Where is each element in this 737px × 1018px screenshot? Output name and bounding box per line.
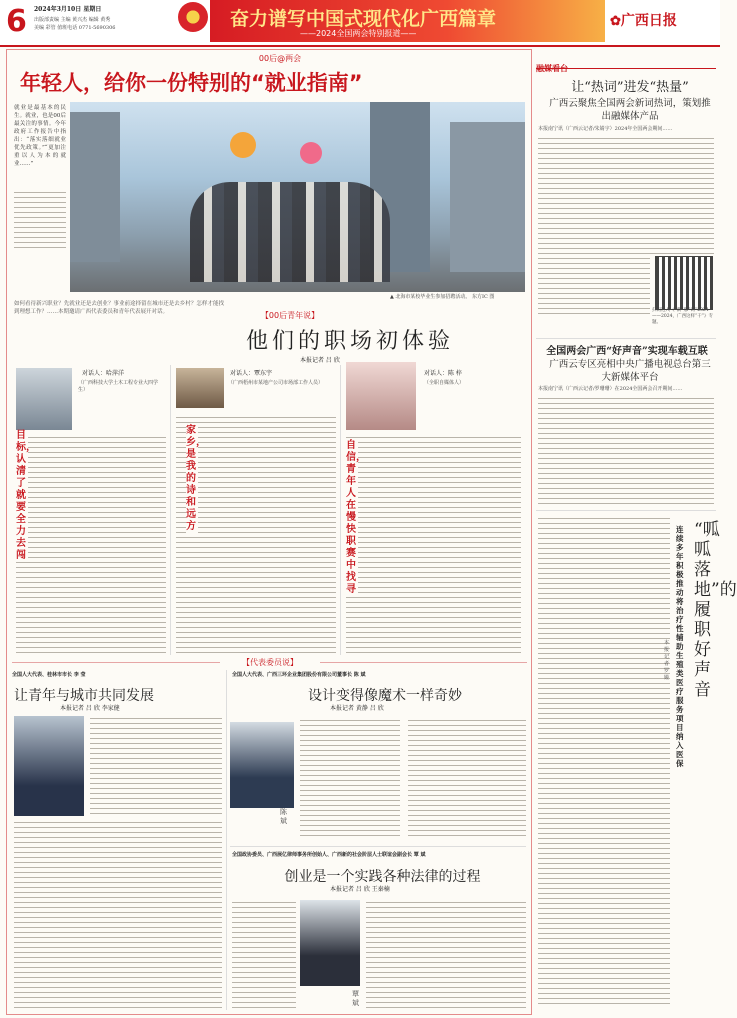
speaker-side-2: 家乡，是我的诗和远方 <box>186 425 206 532</box>
rep-byline-2: 本报记者 黄静 吕 欣 <box>330 705 384 712</box>
youth-byline: 本报记者 吕 欣 <box>300 357 340 364</box>
banner-subtitle: ——2024全国两会特别报道—— <box>300 29 417 38</box>
rep-header-3: 全国政协委员、广西展亿律师事务所创始人、广西新的社会阶层人士联谊会副会长 覃 斌 <box>232 852 426 858</box>
rep-header-1: 全国人大代表、桂林市市长 李 莹 <box>12 672 86 678</box>
intro-text: 就业是最基本的民生。就业，也是00后最关注的事情。今年政府工作报告中指出：“落实落细就业优先政策。”“更加注重以人为本的就业……” <box>14 105 66 167</box>
story3-title: “呱呱落地”的履职好声音 <box>694 520 737 700</box>
rep-title-2: 设计变得像魔术一样奇妙 <box>308 688 462 704</box>
youth-label: 【00后青年说】 <box>260 311 320 320</box>
speaker-text-2 <box>176 415 336 655</box>
rep-byline-3: 本报记者 吕 欣 王秦楠 <box>330 886 390 893</box>
right-section-label: 融媒看台 <box>536 64 568 73</box>
right-section-tag <box>536 56 716 73</box>
speaker-side-3: 自信，青年人在慢快职赛中找寻 <box>346 440 366 595</box>
story3-sub: 连续多年积极推动将治疗性辅助生殖类医疗服务项目纳入医保 <box>676 525 684 768</box>
rep-photo-1 <box>14 716 84 816</box>
story1-title: 让“热词”进发“热量” <box>571 80 689 95</box>
qr-caption: 扫码进入《“新”那“词”2024——2024，广西这样“干”》专题。 <box>652 308 714 325</box>
issue-date: 2024年3月10日 星期日 <box>34 6 102 13</box>
story3-byline: 本报记者 罗 嫚 <box>664 640 670 681</box>
story1-byline: 本报南宁讯（广西云记者/朱婧宇）2024年全国两会期间…… <box>538 126 673 132</box>
right-divider <box>536 510 716 511</box>
editor-line-1: 出版部责编 主编 黄兴杰 编辑 黄秀 <box>34 17 111 23</box>
speaker-role-2: （广西梧州市某地产公司市场部工作人员） <box>228 380 324 386</box>
rep-sig-2: 陈 斌 <box>280 808 287 825</box>
rep-divider <box>230 846 526 847</box>
rep-text-1 <box>90 716 222 816</box>
main-headline: 年轻人，给你一份特别的“就业指南” <box>20 71 363 95</box>
rep-byline-1: 本报记者 吕 欣 李家健 <box>60 705 120 712</box>
story2-sub: 广西云专区亮相中央广播电视总台第三大新媒体平台 <box>549 359 711 383</box>
speaker-text-3 <box>346 435 521 655</box>
story1-text <box>538 136 714 256</box>
story3-text <box>538 516 670 1008</box>
rep-title-3: 创业是一个实践各种法律的过程 <box>284 869 481 885</box>
rep-photo-2 <box>230 722 294 808</box>
balloon-icon <box>300 142 322 164</box>
rep-title-1: 让青年与城市共同发展 <box>14 688 154 704</box>
banner-title: 奋力谱写中国式现代化广西篇章 <box>230 8 497 30</box>
speaker-name-1: 对话人：哈萍洋 <box>82 370 125 377</box>
rep-text-3b <box>366 900 526 1008</box>
header-rule <box>0 45 720 47</box>
building-3 <box>450 122 525 272</box>
speaker-text-1 <box>16 435 166 655</box>
col-divider <box>340 365 341 655</box>
balloon-icon <box>230 132 256 158</box>
paper-name: 广西日报 <box>620 13 677 29</box>
quote-text: 如何看待新兴职业？先就业还是去创业？事业前途择留在城市还是去乡村？怎样才能找到理想工作？……本期邀请广西代表委员和青年代表展开对话。 <box>14 301 224 315</box>
hero-photo <box>70 102 525 292</box>
speaker-name-2: 对话人：覃东宇 <box>230 370 273 377</box>
paper-logo <box>610 10 677 30</box>
right-divider <box>536 338 716 339</box>
page-number: 6 <box>6 4 27 39</box>
crowd <box>190 182 390 282</box>
rep-header-2: 全国人大代表、广西三环企业集团股份有限公司董事长 陈 斌 <box>232 672 366 678</box>
editor-line-2: 美编 彩管 值班电话 0771-5690306 <box>34 25 116 31</box>
rep-text-3 <box>232 900 296 1008</box>
photo-caption: ▲ 北海市某校毕业生参加招聘活动。 东方IC 图 <box>390 294 495 300</box>
emblem-icon <box>178 2 208 32</box>
rep-photo-3 <box>300 900 360 986</box>
story2-title: 全国两会广西“好声音”实现车载互联 <box>546 346 708 357</box>
youth-title: 他们的职场初体验 <box>245 329 454 354</box>
speaker-name-3: 对话人：陈 梓 <box>424 370 462 377</box>
col-divider <box>170 365 171 655</box>
page-header <box>0 0 720 45</box>
banner <box>210 0 605 42</box>
story1-text-b <box>538 256 650 318</box>
rep-sig-3: 覃 斌 <box>352 990 359 1007</box>
speaker-role-1: （广西科技大学土木工程专业大四学生） <box>78 380 159 393</box>
speaker-role-3: （全职自媒体人） <box>424 380 465 386</box>
building-1 <box>70 112 120 262</box>
rep-text-2 <box>300 718 400 838</box>
rep-text-2b <box>408 718 526 838</box>
main-kicker: 00后@两会 <box>258 54 302 63</box>
story1-sub: 广西云聚焦全国两会新词热词，策划推出融媒体产品 <box>549 98 711 122</box>
rep-text-1b <box>14 820 222 1010</box>
qr-code <box>655 256 713 310</box>
speaker-photo-3 <box>346 362 416 430</box>
col-divider <box>226 670 227 1010</box>
speaker-photo-2 <box>176 368 224 408</box>
story2-byline: 本报南宁讯（广西云记者/罗珊珊）在2024全国两会召开期间…… <box>538 386 683 392</box>
reps-label: 【代表委员说】 <box>220 657 320 668</box>
speaker-photo-1 <box>16 368 72 430</box>
story2-text <box>538 396 714 506</box>
logo-mark-icon: ✿ <box>610 14 621 29</box>
intro-lines <box>14 190 66 250</box>
speaker-side-1: 目标，认清了就要全力去闯 <box>16 430 36 561</box>
